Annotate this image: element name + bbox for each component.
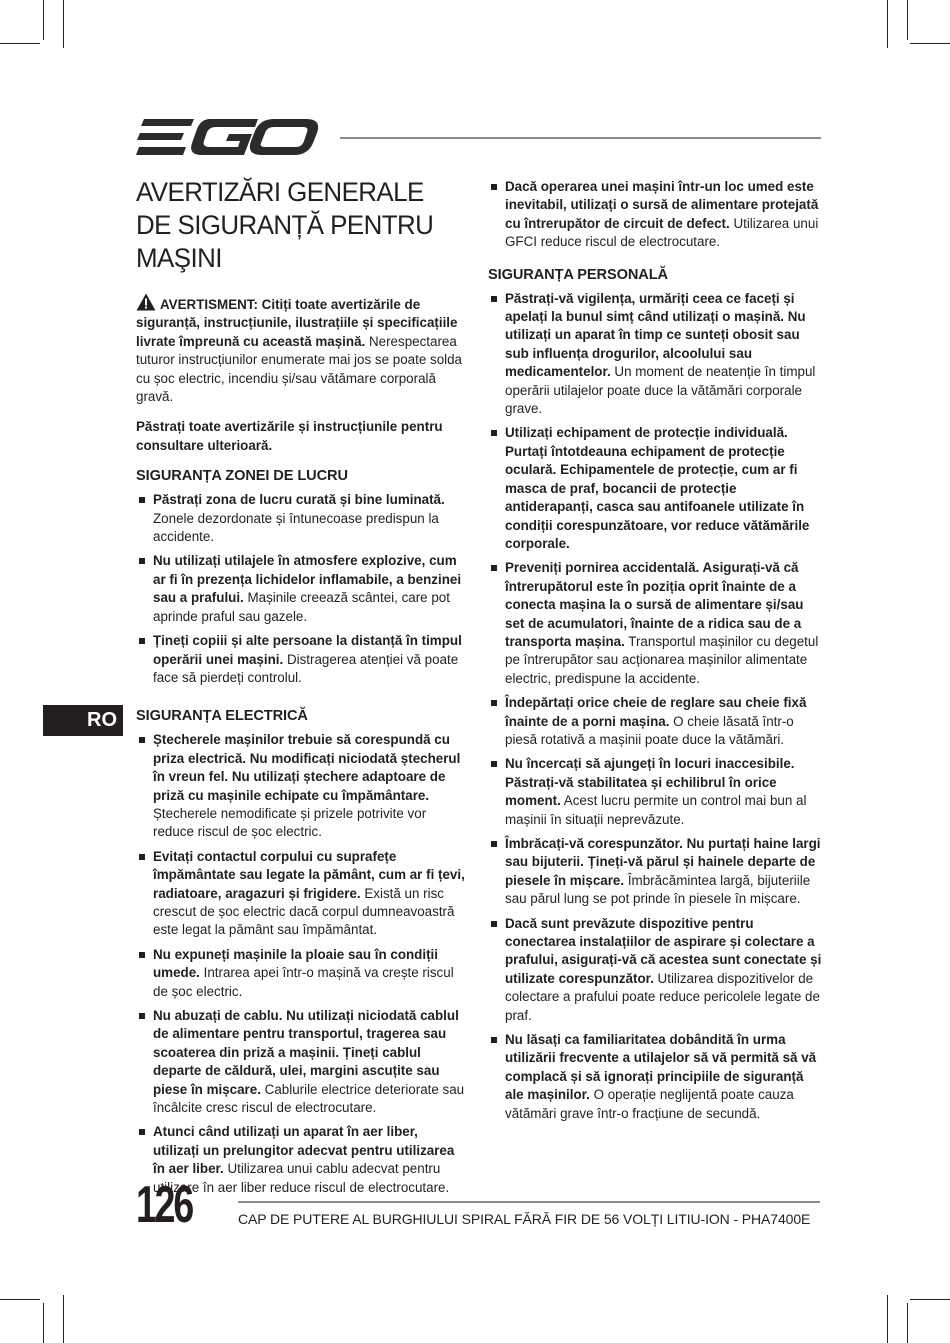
keep-notice: Păstrați toate avertizările și instrucțiunile pentru consultare ulterioară. xyxy=(136,419,443,453)
item-bold-text: Păstrați zona de lucru curată și bine luminată. xyxy=(153,492,445,508)
list-item xyxy=(488,915,823,1025)
item-bold-text: Nu utilizați utilajele în atmosfere explozive, cum ar fi în prezența lichidelor inflamabile, a benzinei sau a prafului. xyxy=(153,553,462,606)
work-area-list xyxy=(136,491,466,687)
crop-mark xyxy=(907,1303,908,1343)
crop-mark xyxy=(63,0,64,48)
bullet-square-icon xyxy=(139,854,145,860)
bullet-square-icon xyxy=(139,952,145,958)
crop-mark xyxy=(43,1303,44,1343)
item-text: O cheie lăsată într-o piesă rotativă a mașinii poate duce la vătămări. xyxy=(505,713,794,747)
left-column xyxy=(136,176,466,1203)
personal-list xyxy=(488,290,823,1123)
bullet-square-icon xyxy=(491,1037,497,1043)
item-bold-text: Nu expuneți mașinile la ploaie sau în condiții umede. xyxy=(153,946,438,981)
list-item xyxy=(136,632,466,687)
section-title-work-area: SIGURANȚA ZONEI DE LUCRU xyxy=(136,468,348,485)
list-item xyxy=(136,491,466,546)
header-rule xyxy=(340,137,821,139)
bullet-square-icon xyxy=(139,1013,145,1019)
bullet-square-icon xyxy=(139,1129,145,1135)
warning-bold-text: Citiți toate avertizările de siguranță, instrucțiunile, ilustrațiile și specificațiile livrate împreună cu această mașină. xyxy=(136,297,458,349)
item-text: Distragerea atenției vă poate face să pierdeți controlul. xyxy=(153,651,459,685)
item-bold-text: Îndepărtați orice cheie de reglare sau cheie fixă înainte de a porni mașina. xyxy=(505,695,807,729)
item-text: Utilizarea dispozitivelor de colectare a prafului poate reduce pericolele legate de praf. xyxy=(505,970,820,1023)
warning-text: Nerespectarea tuturor instrucțiunilor enumerate mai jos se poate solda cu șoc electric, incendiu și/sau vătămare corporală gravă. xyxy=(136,333,463,405)
section-title-electrical: SIGURANȚA ELECTRICĂ xyxy=(136,708,308,725)
bullet-square-icon xyxy=(139,558,145,564)
list-item xyxy=(488,694,823,749)
warning-label: AVERTISMENT: xyxy=(160,297,258,312)
list-item xyxy=(488,1031,823,1123)
item-text: Acest lucru permite un control mai bun al mașinii în situații neprevăzute. xyxy=(505,793,807,827)
right-column xyxy=(488,178,823,1129)
bullet-square-icon xyxy=(491,841,497,847)
bullet-square-icon xyxy=(491,761,497,767)
item-bold-text: Țineți copiii și alte persoane la distanță în timpul operării unei mașini. xyxy=(153,633,462,667)
bullet-square-icon xyxy=(139,638,145,644)
item-bold-text: Nu abuzați de cablu. Nu utilizați niciodată cablul de alimentare pentru transportul, tragerea sau scoaterea din priză a mașinii. Țineți cablul departe de căldură, ulei, margini ascuțite sau piese în mișcare. xyxy=(153,1008,459,1097)
item-text: Utilizarea unui GFCI reduce riscul de electrocutare. xyxy=(505,215,819,250)
crop-mark xyxy=(0,43,40,44)
item-bold-text: Ștecherele mașinilor trebuie să corespundă cu priza electrică. Nu modificați niciodată ștecherul în vreun fel. Nu utilizați ștechere adaptoare de priză cu mașinile echipate cu împământare. xyxy=(153,732,461,803)
bullet-square-icon xyxy=(491,700,497,706)
list-item xyxy=(136,848,466,940)
page-number: 126 xyxy=(136,1176,192,1234)
bullet-square-icon xyxy=(139,737,145,743)
bullet-square-icon xyxy=(491,296,497,302)
list-item xyxy=(136,731,466,841)
item-bold-text: Evitați contactul corpului cu suprafețe împământate sau legate la pământ, cum ar fi țevi, radiatoare, aragazuri și frigidere. xyxy=(153,848,465,901)
item-text: O operație neglijentă poate cauza vătămări grave într-o fracțiune de secundă. xyxy=(505,1087,794,1121)
item-text: Zonele dezordonate și întunecoase predispun la accidente. xyxy=(153,510,439,545)
item-bold-text: Utilizați echipament de protecție individuală. Purtați întotdeauna echipament de protecție oculară. Echipamentele de protecție, cum ar fi masca de praf, bocancii de protecție antiderapanți, casca sau antifoanele utilizate în condiții corespunzătoare, vor reduce vătămările corporale. xyxy=(505,425,810,551)
crop-mark xyxy=(910,1299,950,1300)
item-bold-text: Nu lăsați ca familiaritatea dobândită în urma utilizării frecvente a utilajelor să vă permită să vă complacă și să ignorați principiile de siguranță ale mașinilor. xyxy=(505,1032,817,1103)
crop-mark xyxy=(63,1295,64,1343)
list-item xyxy=(488,835,823,909)
bullet-square-icon xyxy=(491,430,497,436)
list-item xyxy=(488,178,823,252)
footer-rule xyxy=(238,1201,820,1203)
item-text: Utilizarea unui cablu adecvat pentru utilizare în aer liber reduce riscul de electrocutare. xyxy=(153,1161,450,1195)
crop-mark xyxy=(887,1295,888,1343)
bullet-square-icon xyxy=(491,921,497,927)
crop-mark xyxy=(910,43,950,44)
electrical-list xyxy=(136,731,466,1197)
list-item xyxy=(488,755,823,829)
item-text: Intrarea apei într-o mașină va crește riscul de șoc electric. xyxy=(153,965,454,999)
page-title: AVERTIZĂRI GENERALE DE SIGURANȚĂ PENTRU MAŞINI xyxy=(136,177,434,273)
item-bold-text: Preveniți pornirea accidentală. Asigurați-vă că întrerupătorul este în poziția oprit înainte de a conecta mașina la o sursă de alimentare și/sau set de acumulatori, înainte de a ridica sau de a transporta mașina. xyxy=(505,560,804,649)
list-item xyxy=(136,552,466,626)
item-bold-text: Păstrați-vă vigilența, urmăriți ceea ce faceți și apelați la bunul simț când utilizați o mașină. Nu utilizați un aparat în timp ce sunteți obosit sau sub influența drogurilor, alcoolului sau medicamentelor. xyxy=(505,290,806,380)
footer-product-title: CAP DE PUTERE AL BURGHIULUI SPIRAL FĂRĂ FIR DE 56 VOLȚI LITIU-ION - PHA7400E xyxy=(238,1211,811,1227)
item-bold-text: Atunci când utilizați un aparat în aer liber, utilizați un prelungitor adecvat pentru utilizarea în aer liber. xyxy=(153,1124,455,1177)
ego-logo xyxy=(136,117,320,157)
bullet-square-icon xyxy=(491,184,497,190)
section-title-personal: SIGURANȚA PERSONALĂ xyxy=(488,266,668,283)
bullet-square-icon xyxy=(139,497,145,503)
item-text: Un moment de neatenție în timpul operării utilajelor poate duce la vătămări corporale grave. xyxy=(505,364,816,417)
warning-paragraph xyxy=(136,293,466,406)
item-bold-text: Nu încercați să ajungeți în locuri inaccesibile. Păstrați-vă stabilitatea și echilibrul în orice moment. xyxy=(505,756,795,809)
list-item xyxy=(488,424,823,553)
item-text: Mașinile creează scântei, care pot aprinde praful sau gazele. xyxy=(153,590,450,624)
electrical-list-continued xyxy=(488,178,823,252)
item-text: Cablurile electrice deteriorate sau încâlcite cresc riscul de electrocutare. xyxy=(153,1081,465,1116)
item-text: Transportul mașinilor cu degetul pe întrerupător sau acționarea mașinilor alimentate electric, predispune la accidente. xyxy=(505,633,819,686)
list-item xyxy=(488,290,823,419)
item-bold-text: Dacă sunt prevăzute dispozitive pentru conectarea instalațiilor de aspirare și colectare a prafului, asigurați-vă că acestea sunt conectate și utilizate corespunzător. xyxy=(505,915,822,986)
list-item xyxy=(488,559,823,688)
list-item xyxy=(136,1007,466,1117)
crop-mark xyxy=(887,0,888,48)
item-text: Îmbrăcămintea largă, bijuteriile sau părul lung se pot prinde în piesele în mișcare. xyxy=(505,872,811,907)
item-text: Există un risc crescut de șoc electric dacă corpul dumneavoastră este legat la pământ sau împământat. xyxy=(153,885,455,938)
crop-mark xyxy=(0,1299,40,1300)
bullet-square-icon xyxy=(491,565,497,571)
crop-mark xyxy=(43,0,44,40)
item-bold-text: Dacă operarea unei mașini într-un loc umed este inevitabil, utilizați o sursă de alimentare protejată cu întrerupător de circuit de defect. xyxy=(505,179,819,231)
warning-triangle-icon xyxy=(136,293,156,311)
item-text: Ștecherele nemodificate și prizele potrivite vor reduce riscul de șoc electric. xyxy=(153,805,427,840)
crop-mark xyxy=(907,0,908,40)
language-tab: RO xyxy=(43,705,123,736)
list-item xyxy=(136,946,466,1001)
item-bold-text: Îmbrăcați-vă corespunzător. Nu purtați haine largi sau bijuterii. Țineți-vă părul și hainele departe de piesele în mișcare. xyxy=(505,836,821,888)
